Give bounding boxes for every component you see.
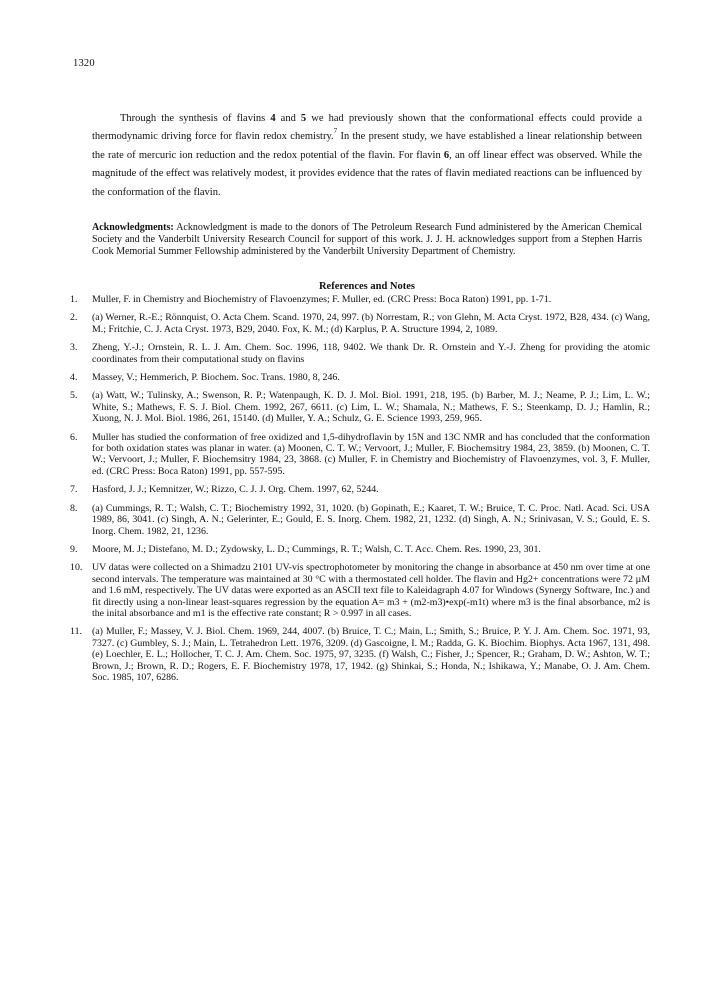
paragraph-text: we had previously shown that the conformational effects could provide a thermodynamic driving force for flavin redox chemistry. (92, 113, 642, 143)
reference-number: 4. (70, 372, 78, 384)
references-list (70, 294, 650, 690)
reference-item (70, 503, 650, 537)
reference-item (70, 312, 650, 335)
reference-number: 11. (70, 626, 82, 638)
reference-number: 9. (70, 543, 78, 555)
reference-item (70, 626, 650, 683)
citation-superscript: 7 (333, 127, 338, 136)
reference-number: 6. (70, 431, 78, 443)
reference-item (70, 544, 650, 555)
reference-item (70, 484, 650, 495)
reference-text: Muller has studied the conformation of free oxidized and 1,5-dihydroflavin by 15N and 13C NMR and has concluded that the conformation for both oxidation states was planar in water. (a) Moonen, C. T. W.; Vervoort, J.; Muller, F. Biochemsitry 1984, 23, 3859. (b) Moonen, C. T. W.; Vervoort, J.; Muller, F. Biochemsitry 1984, 23, 3868. (c) Muller, F. in Chemistry and Biochemistry of Flavoenzymes, vol. 3, F. Muller, ed. (CRC Press: Boca Raton) 1991, pp. 557-595. (92, 431, 650, 477)
paragraph-text: and (275, 113, 301, 124)
reference-text: (a) Werner, R.-E.; Rönnquist, O. Acta Chem. Scand. 1970, 24, 997. (b) Norrestam, R.; von Glehn, M. Acta Cryst. 1972, B28, 434. (c) Wang, M.; Fritchie, C. J. Acta Cryst. 1973, B29, 2040. Fox, K. M.; (d) Karplus, P. A. Structure 1994, 2, 1089. (92, 312, 650, 335)
acknowledgments-text: Acknowledgment is made to the donors of The Petroleum Research Fund administered by the American Chemical Society and the Vanderbilt University Research Council for support of this work. J. J. H. acknowledges support from a Stephen Harris Cook Memorial Summer Fellowship administered by the Vanderbilt University Department of Chemistry. (92, 222, 642, 258)
paragraph-text: In the present study, we have established a linear relationship between the rate of mercuric ion reduction and the redox potential of the flavin. For flavin (92, 131, 642, 161)
reference-item (70, 432, 650, 478)
reference-number: 5. (70, 390, 78, 402)
reference-item (70, 562, 650, 619)
compound-number: 6 (443, 149, 450, 161)
reference-text: (a) Cummings, R. T.; Walsh, C. T.; Biochemistry 1992, 31, 1020. (b) Gopinath, E.; Kaaret, T. W.; Bruice, T. C. Proc. Natl. Acad. Sci. USA 1989, 86, 3041. (c) Singh, A. N.; Gelerinter, E.; Gould, E. S. Inorg. Chem. 1982, 21, 1232. (d) Singh, A. N.; Srinivasan, V. S.; Gould, E. S. Inorg. Chem. 1982, 21, 1236. (92, 502, 650, 537)
reference-item (70, 390, 650, 424)
page-number: 1320 (73, 58, 95, 69)
reference-text: Zheng, Y.-J.; Ornstein, R. L. J. Am. Chem. Soc. 1996, 118, 9402. We thank Dr. R. Ornstein and Y.-J. Zheng for providing the atomic coordinates from their computational study on flavins (92, 342, 650, 365)
compound-number: 4 (270, 113, 276, 124)
acknowledgments (92, 222, 642, 259)
reference-item (70, 294, 650, 305)
reference-text: Massey, V.; Hemmerich, P. Biochem. Soc. Trans. 1980, 8, 246. (92, 372, 340, 384)
reference-text: Hasford, J. J.; Kemnitzer, W.; Rizzo, C. J. J. Org. Chem. 1997, 62, 5244. (92, 484, 379, 496)
compound-number: 5 (300, 113, 307, 124)
paragraph-text: , an off linear effect was observed. While the magnitude of the effect was relatively modest, it provides evidence that the rates of flavin mediated reactions can be influenced by the conformation of the flavin. (92, 149, 642, 198)
references-heading: References and Notes (318, 281, 416, 292)
paragraph-text: Through the synthesis of flavins (120, 113, 271, 124)
reference-text: Moore, M. J.; Distefano, M. D.; Zydowsky, L. D.; Cummings, R. T.; Walsh, C. T. Acc. Chem. Res. 1990, 23, 301. (92, 543, 541, 555)
acknowledgments-label: Acknowledgments: (92, 222, 174, 233)
reference-number: 2. (70, 312, 78, 324)
reference-text: (a) Watt, W.; Tulinsky, A.; Swenson, R. P.; Watenpaugh, K. D. J. Mol. Biol. 1991, 218, 195. (b) Barber, M. J.; Neame, P. J.; Lim, L. W.; White, S.; Mathews, F. S. J. Biol. Chem. 1992, 267, 6611. (c) Lim, L. W.; Shamala, N.; Mathews, F. S.; Steenkamp, D. J.; Hamlin, R.; Xuong, N. J. Mol. Biol. 1986, 261, 15140. (d) Muller, Y. A.; Schulz, G. E. Science 1993, 259, 965. (92, 390, 650, 425)
reference-text: Muller, F. in Chemistry and Biochemistry of Flavoenzymes; F. Muller, ed. (CRC Press: Boca Raton) 1991, pp. 1-71. (92, 294, 552, 305)
reference-number: 3. (70, 342, 78, 354)
reference-text: (a) Muller, F.; Massey, V. J. Biol. Chem. 1969, 244, 4007. (b) Bruice, T. C.; Main, L.; Smith, S.; Bruice, P. Y. J. Am. Chem. Soc. 1971, 93, 7327. (c) Gumbley, S. J.; Main, L. Tetrahedron Lett. 1976, 3209. (d) Gascoigne, I. M.; Radda, G. K. Biochim. Biophys. Acta 1967, 131, 498. (e) Loechler, E. L.; Hollocher, T. C. J. Am. Chem. Soc. 1975, 97, 3235. (f) Walsh, C.; Fisher, J.; Spencer, R.; Graham, D. W.; Ashton, W. T.; Brown, J.; Brown, R. D.; Rogers, E. F. Biochemistry 1978, 17, 1942. (g) Shinkai, S.; Honda, N.; Ishikawa, Y.; Manabe, O. J. Am. Chem. Soc. 1985, 107, 6286. (92, 626, 650, 683)
reference-text: UV datas were collected on a Shimadzu 2101 UV-vis spectrophotometer by monitoring the change in absorbance at 450 nm over time at one second intervals. The temperature was maintained at 30 °C with a thermostated cell holder. The flavin and Hg2+ concentrations were 72 µM and 1.6 mM, respectively. The UV datas were exported as an ASCII text file to Kaleidagraph 4.07 for Windows (Synergy Software, Inc.) and fit directly using a non-linear least-squares regression by the equation A= m3 + (m2-m3)•exp(-m1t) where m3 is the final absorbance, m2 is the inital absorbance and m1 is the effective rate constant; R > 0.997 in all cases. (92, 562, 650, 619)
reference-item (70, 342, 650, 365)
reference-number: 7. (70, 484, 78, 496)
reference-number: 8. (70, 502, 78, 514)
reference-number: 1. (70, 294, 78, 305)
reference-number: 10. (70, 562, 83, 574)
body-paragraph (92, 110, 642, 202)
reference-item (70, 372, 650, 383)
